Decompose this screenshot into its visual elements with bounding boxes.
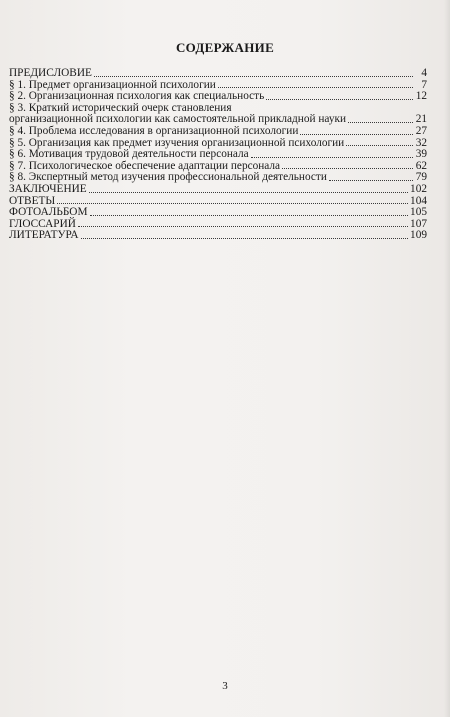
toc-entry-page: 7 (421, 78, 427, 91)
dot-leader (78, 226, 408, 227)
toc-entry-title: § 2. Организационная психология как специальность (9, 90, 265, 103)
toc-entry-title: § 7. Психологическое обеспечение адаптации персонала (9, 159, 281, 172)
toc-entry-title: ОТВЕТЫ (9, 194, 56, 207)
dot-leader (81, 238, 409, 239)
toc-entry-page: 79 (415, 171, 427, 184)
toc-entry-section-3[interactable] (9, 103, 427, 126)
toc-entry-preface[interactable] (9, 68, 427, 80)
toc-entry-section-6[interactable] (9, 149, 427, 161)
toc-entry-section-4[interactable] (9, 126, 427, 138)
dot-leader (346, 145, 413, 146)
dot-leader (266, 99, 413, 100)
dot-leader (300, 134, 413, 135)
toc-entry-page: 21 (415, 113, 427, 126)
dot-leader (218, 87, 413, 88)
toc-entry-title: § 4. Проблема исследования в организационной психологии (9, 124, 299, 137)
toc-entry-page: 107 (410, 217, 427, 230)
toc-entry-page: 12 (415, 90, 427, 103)
toc-entry-page: 109 (410, 229, 427, 242)
page-edge-shadow (444, 0, 450, 717)
toc-entry-title: ЗАКЛЮЧЕНИЕ (9, 182, 87, 195)
dot-leader (57, 203, 408, 204)
toc-entry-title (9, 103, 346, 126)
toc-entry-title: ГЛОССАРИЙ (9, 217, 76, 230)
toc-entry-title: ПРЕДИСЛОВИЕ (9, 67, 92, 79)
toc-entry-title-line1: § 3. Краткий исторический очерк становления (9, 101, 232, 114)
dot-leader (90, 215, 409, 216)
toc-entry-title: § 1. Предмет организационной психологии (9, 78, 216, 91)
toc-entry-page: 62 (415, 159, 427, 172)
toc-entry-title-line2: организационной психологии как самостоятельной прикладной науки (9, 113, 347, 126)
toc-entry-page: 104 (410, 194, 427, 207)
toc-entry-literature[interactable] (9, 230, 427, 242)
dot-leader (282, 168, 413, 169)
toc-entry-title: § 6. Мотивация трудовой деятельности персонала (9, 148, 249, 161)
toc-entry-page: 105 (410, 206, 427, 219)
toc-entry-page: 27 (415, 124, 427, 137)
dot-leader (329, 180, 413, 181)
toc-entry-conclusion[interactable] (9, 184, 427, 196)
dot-leader (348, 122, 413, 123)
toc-entry-title: ФОТОАЛЬБОМ (9, 206, 88, 219)
dot-leader (89, 192, 408, 193)
toc-entry-title: § 5. Организация как предмет изучения организационной психологии (9, 136, 345, 149)
toc-entry-page: 4 (421, 67, 427, 79)
dot-leader (94, 76, 413, 77)
toc-entry-photo-album[interactable] (9, 207, 427, 219)
page-number: 3 (222, 680, 228, 692)
toc-entry-page: 32 (415, 136, 427, 149)
toc-entry-page: 39 (415, 148, 427, 161)
dot-leader (251, 157, 413, 158)
toc-entry-title: ЛИТЕРАТУРА (9, 229, 79, 242)
toc-entry-title: § 8. Экспертный метод изучения профессиональной деятельности (9, 171, 327, 184)
toc-entry-page: 102 (410, 182, 427, 195)
table-of-contents (9, 68, 427, 242)
toc-heading: СОДЕРЖАНИЕ (175, 40, 275, 55)
